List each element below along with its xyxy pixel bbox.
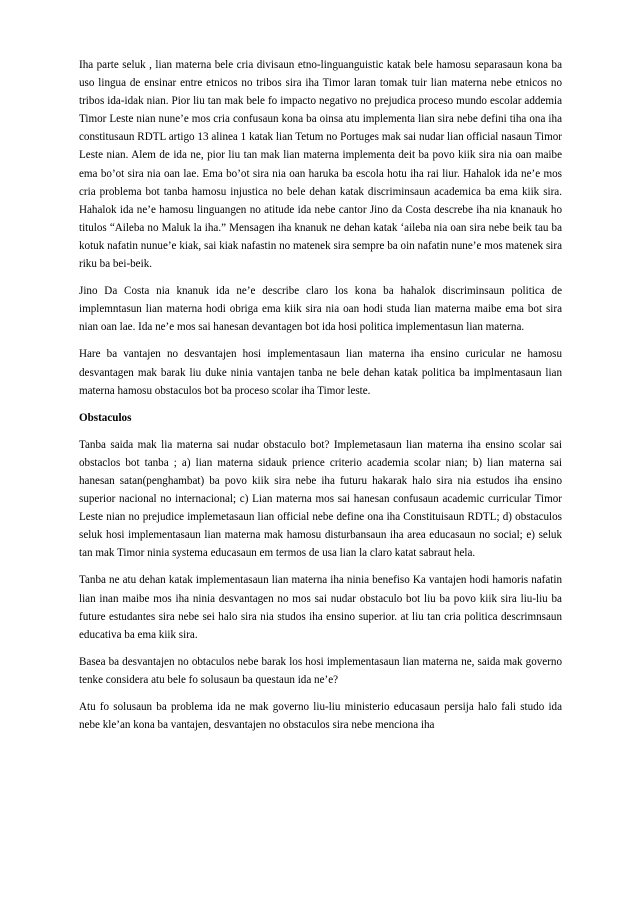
paragraph-3: Hare ba vantajen no desvantajen hosi implementasaun lian materna iha ensino curicular ne hamosu desvantagen mak barak liu duke ninia vantajen tanba ne bele dehan katak politica ba implmentasaun lian materna hamosu obstaculos bot ba proceso scolar iha Timor leste. [79,348,562,397]
paragraph-6: Basea ba desvantajen no obtaculos nebe barak los hosi implementasaun lian materna ne, saida mak governo tenke considera atu bele fo solusaun ba questaun ida ne’e? [79,655,562,686]
paragraph-5: Tanba ne atu dehan katak implementasaun lian materna iha ninia benefiso Ka vantajen hodi hamoris nafatin lian inan maibe mos iha ninia desvantagen no mos sai nudar obstaculo bot liu ba povo kiik sira liu-liu ba future estudantes sira nebe sei halo sira nia studos iha ensino superior. at liu tan cria politica descrimnsaun educativa ba ema kiik sira. [79,574,562,641]
paragraph-4: Tanba saida mak lia materna sai nudar obstaculo bot? Implemetasaun lian materna iha ensino scolar sai obstaclos bot tanba ; a) lian materna sidauk prience criterio academia scolar nian; b) lian materna sai hanesan satan(penghambat) ba povo kiik sira nebe iha futuru hakarak halo sira nia estudos iha ensino superior nacional no internacional; c) Lian materna mos sai hanesan confusaun academic curricular Timor Leste nian no prejudice implemetasaun lian official nebe define ona iha Constituisaun RDTL; d) obstaculos seluk hosi implementasaun lian materna mak hamosu disturbansaun iha area educasaun no social; e) seluk tan mak Timor ninia systema educasaun em termos de usa lian la claro katat sabraut hela. [79,438,562,560]
document-page [79,56,562,743]
paragraph-2: Jino Da Costa nia knanuk ida ne’e describe claro los kona ba hahalok discriminsaun politica de implemntasun lian materna hodi obriga ema kiik sira nia oan hodi studa lian materna maibe ema bot sira nian oan lae. Ida ne’e mos sai hanesan devantagen bot ida hosi politica implementasun lian materna. [79,285,562,334]
paragraph-7: Atu fo solusaun ba problema ida ne mak governo liu-liu ministerio educasaun persija halo fali studo ida nebe kle’an kona ba vantajen, desvantajen no obstaculos sira nebe menciona iha [79,701,562,732]
paragraph-1: Iha parte seluk , lian materna bele cria divisaun etno-linguanguistic katak bele hamosu separasaun kona ba uso lingua de ensinar entre etnicos no tribos sira iha Timor laran tomak tuir lian materna nebe etnicos no tribos ida-idak nian. Pior liu tan mak bele fo impacto negativo no prejudica proceso mundo escolar addemia Timor Leste nian nune’e mos cria confusaun kona ba oinsa atu implementa lian sira nebe defini tiha ona iha constitusaun RDTL artigo 13 alinea 1 katak lian Tetum no Portuges mak sai nudar lian official nasaun Timor Leste nian. Alem de ida ne, pior liu tan mak lian materna implementa deit ba povo kiik sira nia oan maibe ema bo’ot sira nia oan lae. Ema bo’ot sira nia oan haruka ba escola hotu iha rai liur. Hahalok ida ne’e mos cria problema bot tanba hamosu injustica no bele dehan katak discriminsaun academica ba ema kiik sira. Hahalok ida ne’e hamosu linguangen no atitude ida nebe cantor Jino da Costa descrebe iha nia knanauk ho titulos “Aileba no Maluk la iha.” Mensagen iha knanuk ne dehan katak ‘aileba nia oan sira nebe beik tau ba kotuk nafatin nunue’e kiak, sai kiak nafastin no matenek sira sempre ba oin nafatin nune’e mos matenek sira riku ba bei-beik. [79,59,562,271]
section-heading: Obstaculos [79,411,132,424]
